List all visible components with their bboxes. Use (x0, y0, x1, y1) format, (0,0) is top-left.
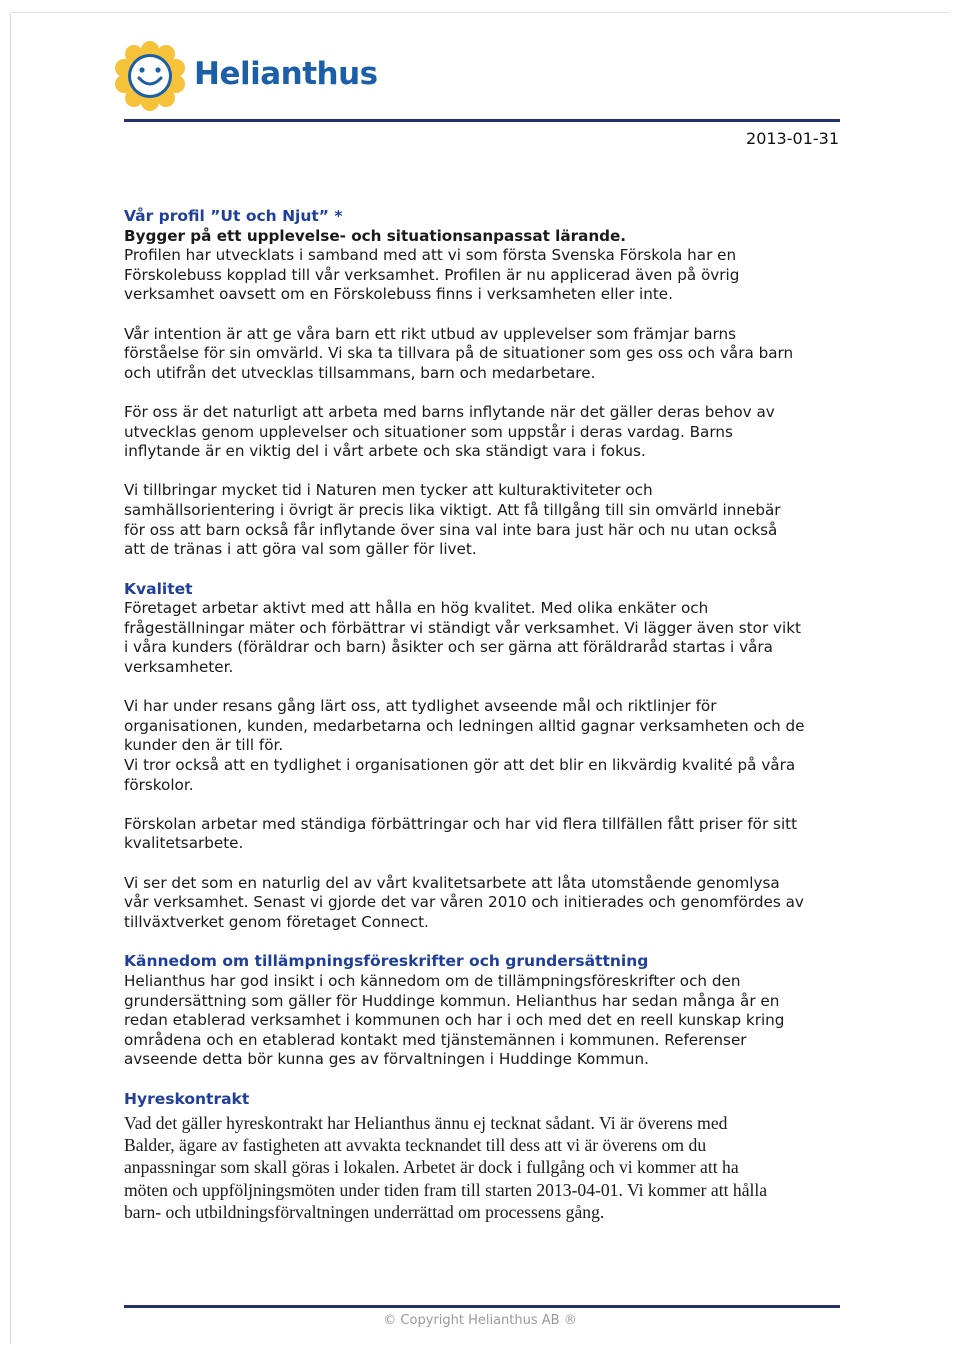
text-line: kvalitetsarbete. (124, 834, 244, 853)
footer-divider (124, 1305, 840, 1308)
brand-name: Helianthus (194, 56, 378, 92)
text-line: redan etablerad verksamhet i kommunen och har i och med det en reell kunskap kring (124, 1011, 785, 1030)
text-line: verksamheter. (124, 658, 234, 677)
text-line: i våra kunders (föräldrar och barn) åsikter och ser gärna att föräldraråd startas i våra (124, 638, 773, 657)
text-line: områdena och en etablerad kontakt med tjänstemännen i kommunen. Referenser (124, 1030, 747, 1049)
text-line: vår verksamhet. Senast vi gjorde det var våren 2010 och initierades och genomfördes av (124, 893, 804, 912)
section-title-profile: Vår profil ”Ut och Njut” * (124, 207, 343, 225)
page-edge (10, 14, 11, 1344)
text-line: utvecklas genom upplevelser och situationer som uppstår i deras vardag. Barns (124, 422, 733, 441)
section-subtitle-profile: Bygger på ett upplevelse- och situationsanpassat lärande. (124, 226, 627, 245)
paragraph (124, 874, 846, 933)
text-line: Företaget arbetar aktivt med att hålla en hög kvalitet. Med olika enkäter och (124, 599, 709, 618)
text-line: att de tränas i att göra val som gäller för livet. (124, 540, 477, 559)
paragraph (124, 972, 846, 1070)
text-line: barn- och utbildningsförvaltningen underrättad om processens gång. (124, 1202, 605, 1223)
text-line: Vi har under resans gång lärt oss, att tydlighet avseende mål och riktlinjer för (124, 697, 717, 716)
section-title-hyreskontrakt: Hyreskontrakt (124, 1089, 250, 1108)
text-line: För oss är det naturligt att arbeta med barns inflytande när det gäller deras behov av (124, 402, 775, 421)
paragraph (124, 325, 846, 384)
text-line: frågeställningar mäter och förbättrar vi ständigt vår verksamhet. Vi lägger även stor vikt (124, 618, 801, 637)
text-line: avseende detta bör kunna ges av förvaltningen i Huddinge Kommun. (124, 1050, 650, 1069)
text-line: Balder, ägare av fastigheten att avvakta tecknandet till dess att vi är överens om du (124, 1134, 707, 1155)
text-line: samhällsorientering i övrigt är precis lika viktigt. Att få tillgång till sin omvärld innebär (124, 500, 781, 519)
brand-logo (110, 40, 378, 112)
text-line: grundersättning som gäller för Huddinge kommun. Helianthus har sedan många år en (124, 991, 780, 1010)
text-line: Vi tror också att en tydlighet i organisationen gör att det blir en likvärdig kvalité på våra (124, 756, 796, 775)
text-line: förskolor. (124, 775, 194, 794)
text-line: Profilen har utvecklats i samband med att vi som första Svenska Förskola har en (124, 246, 737, 265)
text-line: Förskolan arbetar med ständiga förbättringar och har vid flera tillfällen fått priser för sitt (124, 814, 798, 833)
sun-smiley-icon (110, 40, 190, 112)
paragraph (124, 697, 846, 795)
document-body (124, 207, 846, 1224)
text-line: kunder den är till för. (124, 736, 284, 755)
text-line: organisationen, kunden, medarbetarna och ledningen alltid gagnar verksamheten och de (124, 716, 805, 735)
page-edge (10, 12, 950, 13)
text-line: verksamhet oavsett om en Förskolebuss finns i verksamheten eller inte. (124, 285, 673, 304)
text-line: möten och uppföljningsmöten under tiden fram till starten 2013-04-01. Vi kommer att hålla (124, 1179, 768, 1200)
header-divider (124, 119, 840, 122)
paragraph (124, 815, 846, 854)
section-title-kvalitet: Kvalitet (124, 579, 193, 598)
paragraph (124, 403, 846, 462)
text-line: och utifrån det utvecklas tillsammans, barn och medarbetare. (124, 363, 596, 382)
document-date: 2013-01-31 (746, 129, 839, 148)
text-line: Vad det gäller hyreskontrakt har Helianthus ännu ej tecknat sådant. Vi är överens med (124, 1112, 728, 1133)
footer-copyright: © Copyright Helianthus AB ® (383, 1313, 577, 1328)
text-line: inflytande är en viktig del i vårt arbete och ska ständigt vara i fokus. (124, 442, 646, 461)
text-line: förståelse för sin omvärld. Vi ska ta tillvara på de situationer som ges oss och våra barn (124, 344, 794, 363)
paragraph (124, 1112, 846, 1224)
text-line: Vi tillbringar mycket tid i Naturen men tycker att kulturaktiviteter och (124, 481, 653, 500)
paragraph (124, 246, 846, 305)
text-line: Vår intention är att ge våra barn ett rikt utbud av upplevelser som främjar barns (124, 324, 737, 343)
text-line: tillväxtverket genom företaget Connect. (124, 912, 429, 931)
section-title-kannedom: Kännedom om tillämpningsföreskrifter och grundersättning (124, 952, 649, 971)
text-line: Helianthus har god insikt i och kännedom om de tillämpningsföreskrifter och den (124, 971, 741, 990)
text-line: för oss att barn också får inflytande över sina val inte bara just här och nu utan också (124, 520, 778, 539)
text-line: anpassningar som skall göras i lokalen. Arbetet är dock i fullgång och vi kommer att ha (124, 1157, 739, 1178)
text-line: Vi ser det som en naturlig del av vårt kvalitetsarbete att låta utomstående genomlysa (124, 873, 780, 892)
paragraph (124, 481, 846, 559)
paragraph (124, 599, 846, 677)
text-line: Förskolebuss kopplad till vår verksamhet. Profilen är nu applicerad även på övrig (124, 265, 740, 284)
